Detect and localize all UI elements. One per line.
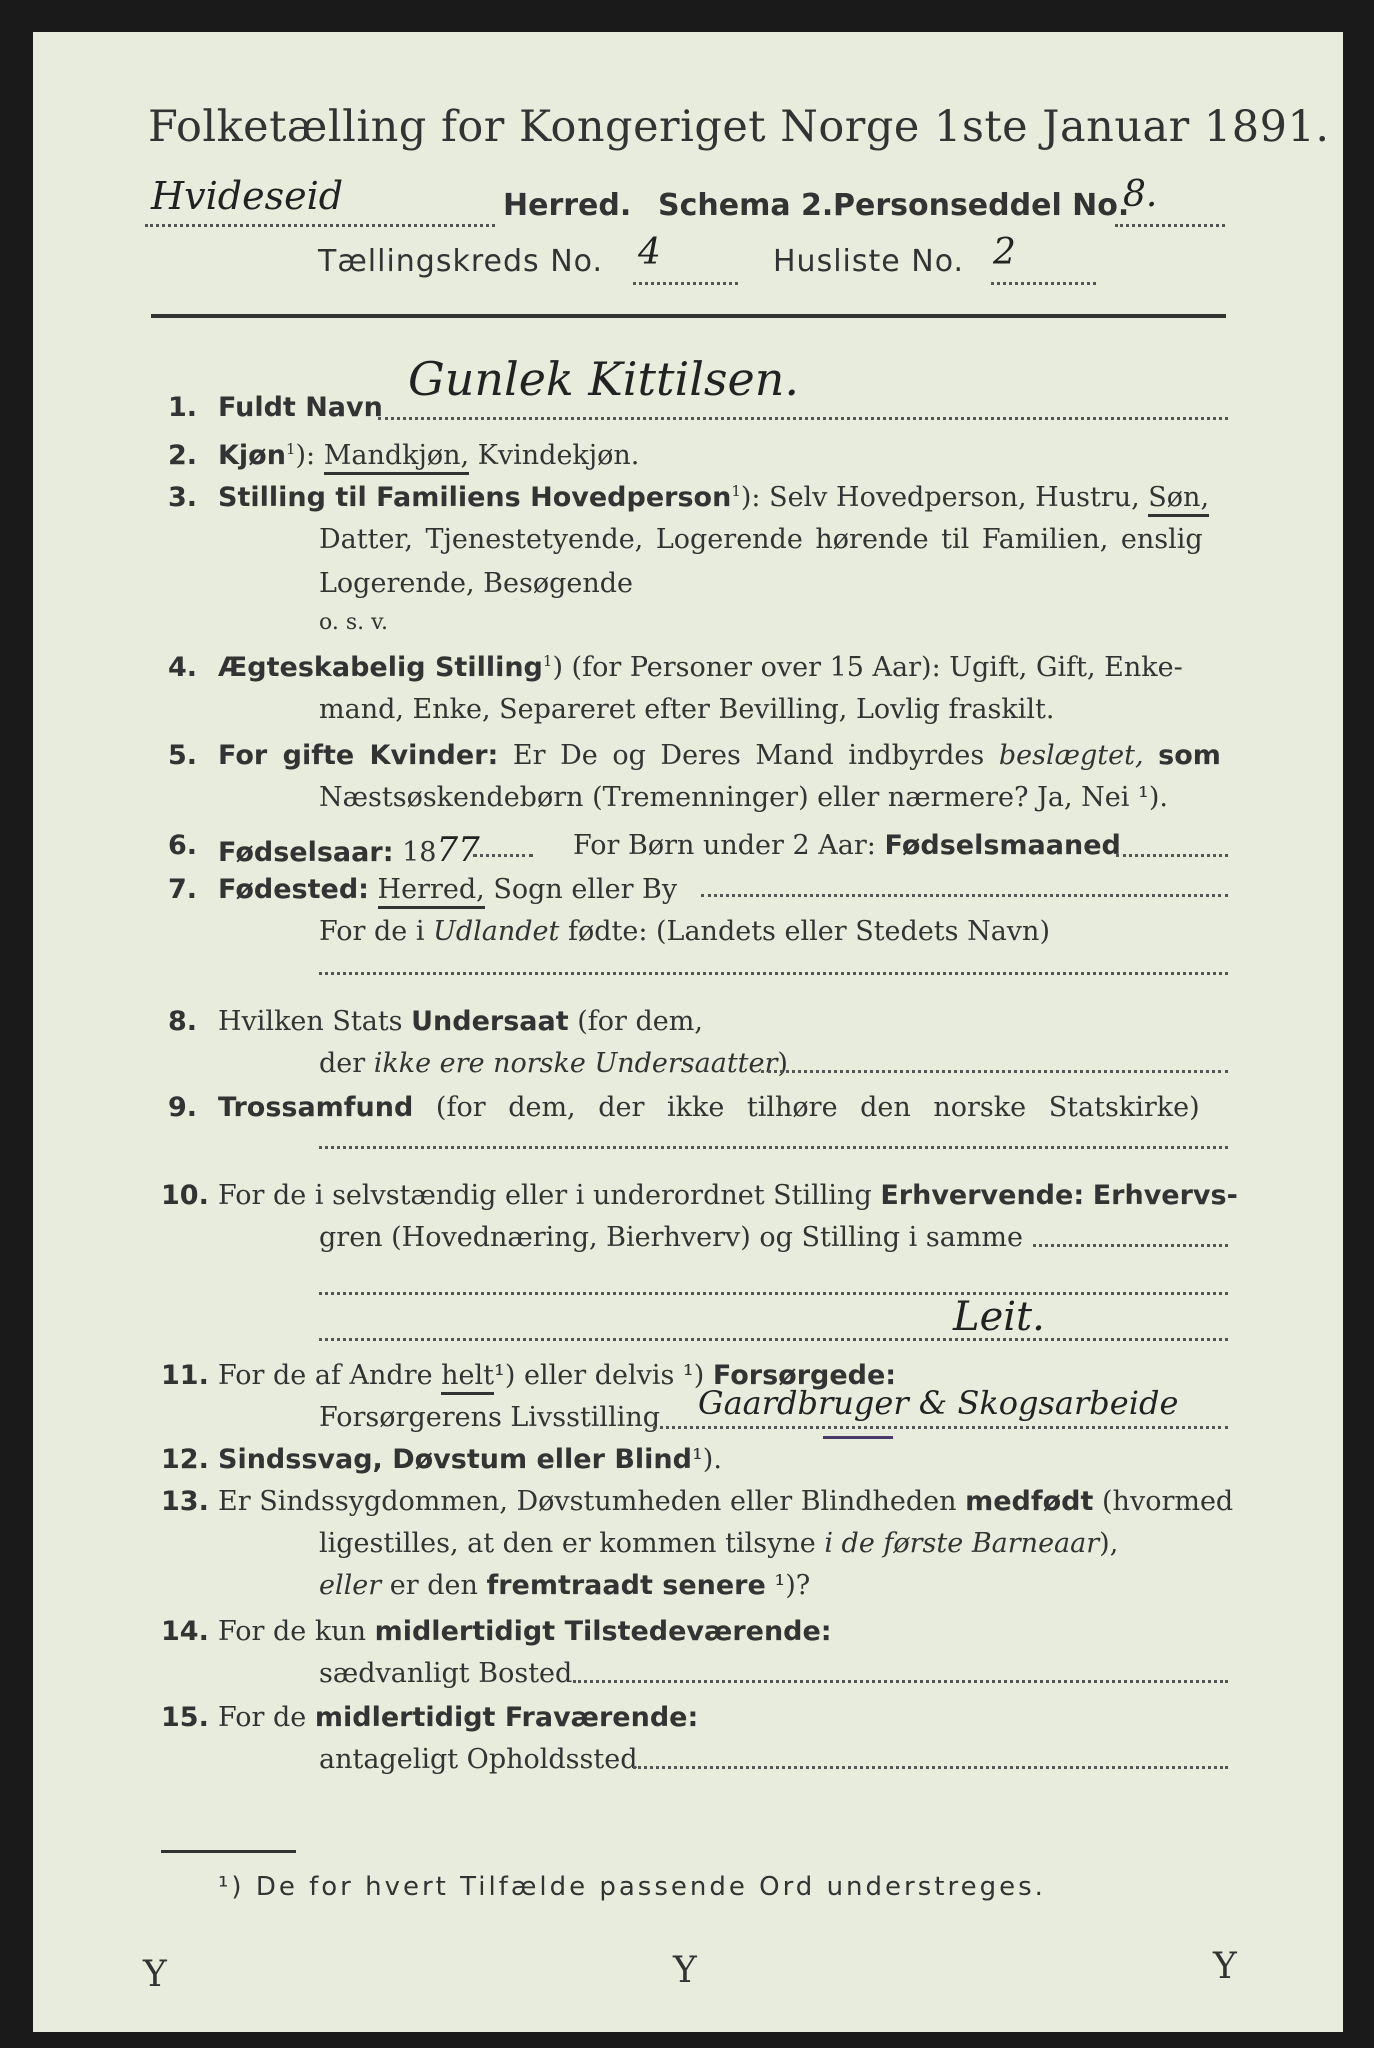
q2-number: 2.	[168, 440, 198, 471]
q2-opt-mandkjon: Mandkjøn,	[324, 440, 469, 475]
q8-line2b: )	[777, 1048, 788, 1079]
q2-opt-kvindekjon: Kvindekjøn.	[477, 440, 640, 471]
q5-italic: beslægtet,	[998, 740, 1144, 771]
q15-dots	[633, 1766, 1228, 1769]
q7-udlandet: Udlandet	[433, 916, 560, 947]
taellingskreds-label: Tællingskreds No.	[318, 244, 603, 279]
q10-line2: gren (Hovednæring, Bierhverv) og Stilling i samme	[319, 1222, 1024, 1253]
q4-label: Ægteskabelig Stilling	[218, 652, 543, 683]
q13-label: medfødt	[965, 1486, 1094, 1517]
q3-options: ): Selv Hovedperson, Hustru,	[740, 482, 1140, 513]
q14-line2: sædvanligt Bosted	[319, 1658, 573, 1689]
q5-number: 5.	[168, 740, 198, 771]
q6-label: Fødselsaar:	[218, 837, 394, 868]
q8-italic: ikke ere norske Undersaatter	[373, 1048, 778, 1079]
herred-label: Herred.	[503, 188, 632, 223]
q10-number: 10.	[161, 1180, 209, 1211]
q14-line1	[218, 1616, 832, 1647]
schema-label: Schema 2.	[658, 188, 834, 223]
q6-answer: 77	[436, 830, 480, 870]
husliste-label: Husliste No.	[773, 244, 965, 279]
q12-line	[218, 1444, 722, 1475]
q13-line2a: ligestilles, at den er kommen tilsyne	[319, 1528, 816, 1559]
q6-line	[218, 830, 480, 870]
q4-sup: 1	[542, 652, 553, 670]
margin-mark-left: Y	[143, 1954, 167, 1995]
q8-text2: (for dem,	[577, 1006, 703, 1037]
q2-label: Kjøn	[218, 440, 286, 471]
census-form	[33, 32, 1343, 2032]
q1-dotted-line	[378, 417, 1228, 420]
margin-mark-right: Y	[1213, 1946, 1237, 1987]
q8-number: 8.	[168, 1006, 198, 1037]
q14-label: midlertidigt Tilstedeværende:	[374, 1616, 832, 1647]
q7-dots	[701, 894, 1228, 897]
q7-label: Fødested:	[218, 874, 369, 905]
q2-colon: ):	[295, 440, 316, 471]
q3-number: 3.	[168, 482, 198, 513]
personseddel-dotted-line	[1115, 224, 1225, 227]
q13-line3b: ¹)?	[774, 1570, 811, 1601]
q5-label: For gifte Kvinder:	[218, 740, 499, 771]
header-rule	[151, 314, 1226, 318]
q7-opt-herred: Herred,	[378, 874, 485, 909]
personseddel-value: 8.	[1123, 174, 1158, 215]
q10-dots3	[319, 1338, 1228, 1341]
q10-dots1	[1033, 1244, 1228, 1247]
q9-line	[218, 1092, 1200, 1123]
q3-line4: o. s. v.	[319, 610, 388, 635]
q3-line3: Logerende, Besøgende	[319, 568, 633, 599]
q13-line2	[319, 1528, 1118, 1559]
q6-prefix: 18	[402, 837, 437, 868]
footnote-rule	[161, 1850, 296, 1853]
husliste-value: 2	[993, 232, 1016, 273]
q10-text1: For de i selvstændig eller i underordnet Stilling	[218, 1180, 872, 1211]
q13-fremtraadt: fremtraadt senere	[486, 1570, 766, 1601]
q14-text1: For de kun	[218, 1616, 366, 1647]
husliste-dotted-line	[991, 282, 1096, 285]
herred-dotted-line	[145, 224, 495, 227]
q7-answer-dots	[319, 972, 1228, 975]
q3-label: Stilling til Familiens Hovedperson	[218, 482, 732, 513]
q13-text2: (hvormed	[1102, 1486, 1234, 1517]
q13-number: 13.	[161, 1486, 209, 1517]
q7-number: 7.	[168, 874, 198, 905]
q8-label: Undersaat	[411, 1006, 569, 1037]
q12-tail: ¹).	[691, 1444, 722, 1475]
q3-opt-son: Søn,	[1148, 482, 1209, 517]
q10-dots2	[319, 1292, 1228, 1295]
q8-line2	[319, 1048, 788, 1079]
q15-line1	[218, 1702, 698, 1733]
q2-sup: 1	[285, 440, 296, 458]
herred-value: Hvideseid	[151, 174, 344, 218]
q1-answer: Gunlek Kittilsen.	[408, 352, 799, 406]
q10-line1	[218, 1180, 1238, 1211]
q7-line2b: fødte: (Landets eller Stedets Navn)	[567, 916, 1050, 947]
q9-label: Trossamfund	[218, 1092, 414, 1123]
q6-year-dots	[473, 854, 533, 857]
q4-options: ) (for Personer over 15 Aar): Ugift, Gift, Enke-	[552, 652, 1183, 683]
q1-label: Fuldt Navn	[218, 392, 383, 423]
q7-line2	[319, 916, 1050, 947]
q14-dots	[573, 1680, 1228, 1683]
q8-text1: Hvilken Stats	[218, 1006, 403, 1037]
q11-answer2: Gaardbruger & Skogsarbeide	[698, 1384, 1179, 1422]
footnote: ¹) De for hvert Tilfælde passende Ord understreges.	[218, 1872, 1046, 1902]
taellingskreds-dotted-line	[633, 282, 738, 285]
q3-line1	[218, 482, 1209, 513]
q15-line2: antageligt Opholdssted	[319, 1744, 638, 1775]
q4-line2: mand, Enke, Separeret efter Bevilling, Lovlig fraskilt.	[319, 694, 1055, 725]
q11-text2: ¹) eller delvis ¹)	[494, 1360, 705, 1391]
q1-number: 1.	[168, 392, 198, 423]
q8-dots	[761, 1070, 1228, 1073]
q15-number: 15.	[161, 1702, 209, 1733]
q4-number: 4.	[168, 652, 198, 683]
q15-text1: For de	[218, 1702, 307, 1733]
q8-line2a: der	[319, 1048, 366, 1079]
q5-line1	[218, 740, 1221, 771]
q2-text	[218, 440, 639, 471]
q11-line2: Forsørgerens Livsstilling	[319, 1402, 661, 1433]
q13-line2b: ),	[1099, 1528, 1119, 1559]
q3-sup: 1	[731, 482, 741, 500]
q15-label: midlertidigt Fraværende:	[314, 1702, 699, 1733]
q13-eller: eller	[319, 1570, 382, 1601]
q13-line1	[218, 1486, 1233, 1517]
q14-number: 14.	[161, 1616, 209, 1647]
q10-label: Erhvervende:	[880, 1180, 1085, 1211]
q13-line3a: er den	[389, 1570, 478, 1601]
q9-number: 9.	[168, 1092, 198, 1123]
q6-number: 6.	[168, 830, 198, 861]
q6-text2: For Børn under 2 Aar:	[573, 830, 876, 861]
q11-answer-top: Leit.	[953, 1294, 1045, 1340]
q11-opt-helt: helt	[441, 1360, 494, 1395]
q8-line1	[218, 1006, 703, 1037]
q9-dots	[319, 1146, 1228, 1149]
form-title: Folketælling for Kongeriget Norge 1ste Januar 1891.	[148, 102, 1330, 152]
q11-number: 11.	[161, 1360, 209, 1391]
q11-dots	[653, 1426, 1228, 1429]
q7-line2a: For de i	[319, 916, 425, 947]
q4-line1	[218, 652, 1183, 683]
q6-label2: Fødselsmaaned	[884, 830, 1121, 861]
q7-line1	[218, 874, 677, 905]
q5-text1: Er De og Deres Mand indbyrdes	[512, 740, 985, 771]
personseddel-label: Personseddel No.	[833, 188, 1130, 223]
taellingskreds-value: 4	[638, 232, 661, 273]
q13-line3	[319, 1570, 810, 1601]
q11-label: Forsørgede:	[712, 1360, 897, 1391]
margin-mark-center: Y	[673, 1950, 697, 1991]
q13-text1: Er Sindssygdommen, Døvstumheden eller Blindheden	[218, 1486, 957, 1517]
q11-text1: For de af Andre	[218, 1360, 433, 1391]
q3-line2: Datter, Tjenestetyende, Logerende hørende til Familien, enslig	[319, 524, 1203, 555]
q5-line2: Næstsøskendebørn (Tremenninger) eller nærmere? Ja, Nei ¹).	[319, 782, 1168, 813]
q13-line2-italic: i de første Barneaar	[824, 1528, 1100, 1559]
q12-number: 12.	[161, 1444, 209, 1475]
q9-text: (for dem, der ikke tilhøre den norske Statskirke)	[435, 1092, 1200, 1123]
q11-underline-mark	[823, 1436, 893, 1439]
q10-text2: Erhvervs-	[1092, 1180, 1238, 1211]
q5-text2: som	[1158, 740, 1221, 771]
q6-month-dots	[1116, 854, 1228, 857]
q6-under2	[573, 830, 1121, 861]
q7-text1: Sogn eller By	[493, 874, 678, 905]
q12-label: Sindssvag, Døvstum eller Blind	[218, 1444, 692, 1475]
